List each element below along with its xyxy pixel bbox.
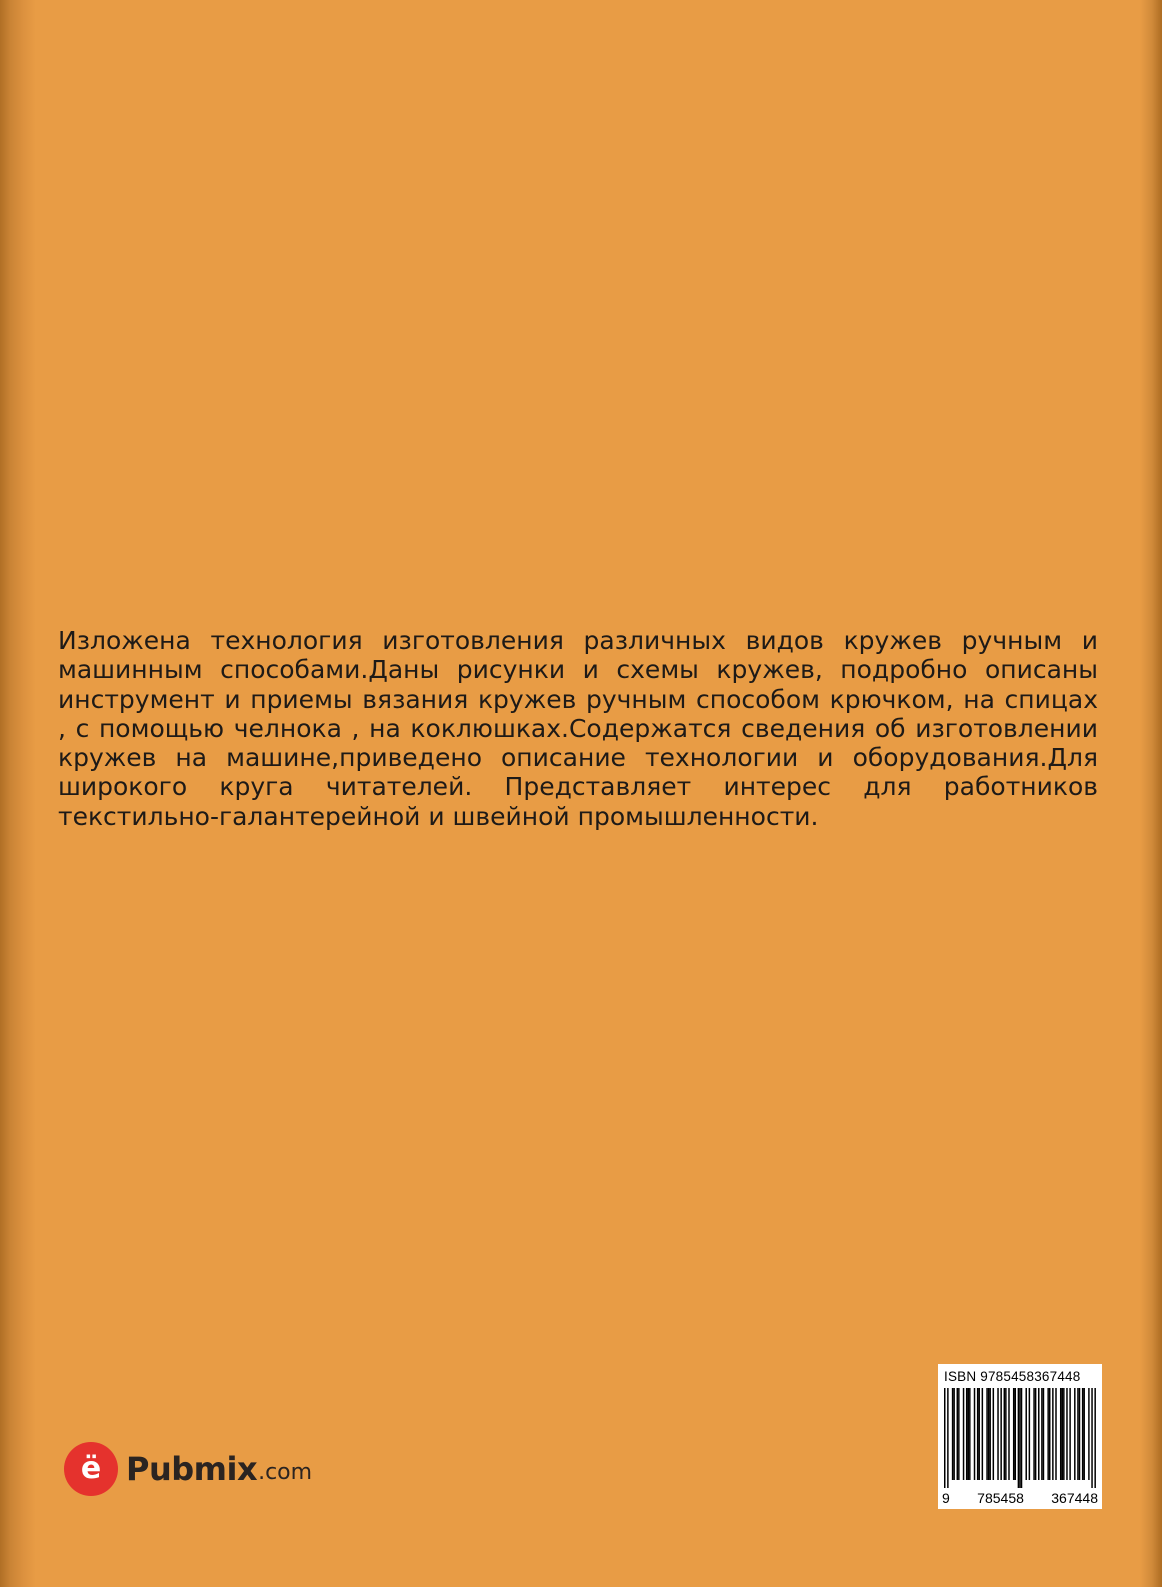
barcode-bar bbox=[1049, 1388, 1050, 1480]
barcode-bar bbox=[1019, 1388, 1020, 1488]
barcode-bar bbox=[989, 1388, 990, 1480]
isbn-digits-group2: 367448 bbox=[1051, 1490, 1098, 1506]
barcode-bar bbox=[993, 1388, 994, 1480]
barcode-bar bbox=[1083, 1388, 1084, 1480]
barcode-bar bbox=[969, 1388, 970, 1480]
barcode-bar bbox=[1033, 1388, 1034, 1480]
barcode-bar bbox=[1047, 1388, 1048, 1480]
barcode-bar bbox=[947, 1388, 948, 1488]
barcode-bar bbox=[1091, 1388, 1092, 1488]
barcode-bar bbox=[988, 1388, 989, 1480]
barcode-bar bbox=[1004, 1388, 1005, 1480]
barcode-bar bbox=[953, 1388, 954, 1480]
barcode-bar bbox=[1013, 1388, 1014, 1480]
barcode-bar bbox=[1021, 1388, 1022, 1488]
isbn-digits-group1: 785458 bbox=[977, 1490, 1024, 1506]
barcode-bar bbox=[974, 1388, 975, 1480]
barcode-bar bbox=[952, 1388, 953, 1480]
barcode-bar bbox=[1094, 1388, 1095, 1488]
barcode-bar bbox=[1063, 1388, 1064, 1480]
barcode-bar bbox=[958, 1388, 959, 1480]
barcode-bar bbox=[1069, 1388, 1070, 1480]
barcode bbox=[944, 1388, 1096, 1488]
barcode-bar bbox=[1029, 1388, 1030, 1480]
barcode-bar bbox=[1035, 1388, 1036, 1480]
isbn-digits bbox=[942, 1491, 1098, 1505]
book-description: Изложена технология изготовления различных видов кружев ручным и машинным способами.Даны рисунки и схемы кружев, подробно описаны инструмент и приемы вязания кружев ручным способом крючком, на спицах , с помощью челнока , на коклюшках.Содержатся сведения об изготовлении кружев на машине,приведено описание технологии и оборудования.Для широкого круга читателей. Представляет интерес для работников текстильно-галантерейной и швейной промышленности. bbox=[58, 626, 1098, 831]
barcode-bar bbox=[1066, 1388, 1067, 1480]
barcode-bar bbox=[1060, 1388, 1061, 1480]
publisher-logo bbox=[64, 1441, 312, 1497]
publisher-icon: ё bbox=[64, 1442, 118, 1496]
barcode-bar bbox=[957, 1388, 958, 1480]
barcode-bar bbox=[1055, 1388, 1056, 1480]
barcode-bar bbox=[977, 1388, 978, 1480]
barcode-bar bbox=[986, 1388, 987, 1480]
publisher-domain: .com bbox=[258, 1459, 313, 1485]
barcode-bar bbox=[1043, 1388, 1044, 1480]
barcode-bar bbox=[968, 1388, 969, 1480]
barcode-bar bbox=[978, 1388, 979, 1480]
barcode-bar bbox=[1088, 1388, 1089, 1480]
spine-shadow-left bbox=[0, 0, 36, 1587]
barcode-bar bbox=[963, 1388, 964, 1480]
barcode-bar bbox=[1018, 1388, 1019, 1488]
barcode-bar bbox=[944, 1388, 945, 1488]
barcode-bar bbox=[982, 1388, 983, 1480]
barcode-bar bbox=[1000, 1388, 1001, 1480]
barcode-bar bbox=[1074, 1388, 1075, 1480]
barcode-bar bbox=[1025, 1388, 1026, 1480]
barcode-bar bbox=[1038, 1388, 1039, 1480]
barcode-bar bbox=[1077, 1388, 1078, 1480]
publisher-name: Pubmix bbox=[126, 1450, 258, 1488]
barcode-bar bbox=[997, 1388, 998, 1480]
isbn-label: ISBN 9785458367448 bbox=[944, 1369, 1081, 1384]
barcode-bar bbox=[1041, 1388, 1042, 1480]
barcode-bar bbox=[1005, 1388, 1006, 1480]
barcode-bar bbox=[1008, 1388, 1009, 1480]
isbn-digit-first: 9 bbox=[942, 1490, 950, 1506]
spine-shadow-right bbox=[1140, 0, 1162, 1587]
barcode-bar bbox=[1062, 1388, 1063, 1480]
barcode-bar bbox=[966, 1388, 967, 1480]
isbn-barcode-box bbox=[938, 1364, 1102, 1509]
barcode-bar bbox=[1082, 1388, 1083, 1480]
barcode-bar bbox=[1052, 1388, 1053, 1480]
barcode-bar bbox=[1079, 1388, 1080, 1480]
barcode-bar bbox=[1015, 1388, 1016, 1480]
